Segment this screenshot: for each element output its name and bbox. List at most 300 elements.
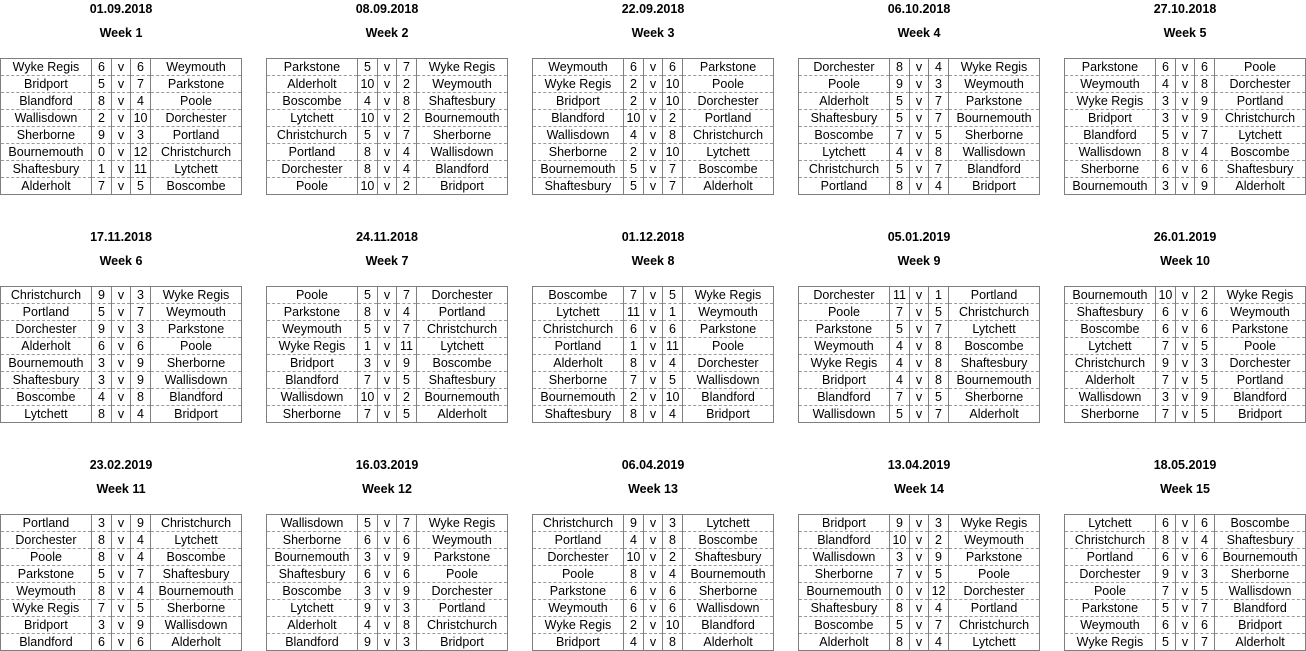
home-score: 3 — [357, 583, 377, 600]
away-team: Wallisdown — [1215, 583, 1306, 600]
versus: v — [1175, 617, 1194, 634]
home-score: 2 — [91, 110, 111, 127]
match-row — [1, 321, 242, 338]
away-team: Boscombe — [151, 178, 242, 195]
away-score: 4 — [1194, 144, 1214, 161]
match-row — [799, 59, 1040, 76]
home-score: 5 — [91, 304, 111, 321]
match-row — [799, 617, 1040, 634]
away-score: 7 — [396, 59, 416, 76]
home-team: Alderholt — [533, 355, 624, 372]
away-team: Bournemouth — [683, 566, 774, 583]
home-team: Parkstone — [267, 59, 358, 76]
home-score: 4 — [889, 144, 909, 161]
versus: v — [1175, 549, 1194, 566]
home-team: Christchurch — [1, 287, 92, 304]
home-team: Lytchett — [267, 110, 358, 127]
away-team: Bournemouth — [417, 110, 508, 127]
away-score: 5 — [928, 127, 948, 144]
versus: v — [643, 515, 662, 532]
match-row — [533, 321, 774, 338]
home-score: 5 — [357, 321, 377, 338]
versus: v — [643, 566, 662, 583]
home-score: 6 — [623, 600, 643, 617]
fixtures-table — [0, 514, 242, 651]
versus: v — [1175, 127, 1194, 144]
away-score: 2 — [396, 178, 416, 195]
home-team: Weymouth — [1, 583, 92, 600]
away-team: Wyke Regis — [1215, 287, 1306, 304]
match-row — [799, 583, 1040, 600]
versus: v — [1175, 59, 1194, 76]
home-team: Weymouth — [1065, 617, 1156, 634]
versus: v — [1175, 161, 1194, 178]
week-label: Week 6 — [99, 254, 143, 268]
home-score: 6 — [1155, 161, 1175, 178]
away-score: 9 — [1194, 93, 1214, 110]
match-row — [533, 76, 774, 93]
versus: v — [377, 372, 396, 389]
match-row — [533, 355, 774, 372]
match-row — [267, 321, 508, 338]
home-team: Lytchett — [1, 406, 92, 423]
home-score: 5 — [889, 110, 909, 127]
match-row — [799, 287, 1040, 304]
week-date: 08.09.2018 — [355, 2, 419, 16]
versus: v — [377, 338, 396, 355]
versus: v — [909, 304, 928, 321]
home-score: 10 — [357, 76, 377, 93]
away-team: Dorchester — [683, 355, 774, 372]
away-score: 9 — [1194, 110, 1214, 127]
match-row — [533, 583, 774, 600]
versus: v — [909, 634, 928, 651]
match-row — [1, 304, 242, 321]
away-team: Shaftesbury — [683, 549, 774, 566]
away-team: Lytchett — [151, 532, 242, 549]
match-row — [799, 566, 1040, 583]
away-score: 12 — [928, 583, 948, 600]
week-date: 05.01.2019 — [887, 230, 951, 244]
home-team: Boscombe — [1065, 321, 1156, 338]
home-score: 6 — [357, 532, 377, 549]
match-row — [799, 144, 1040, 161]
versus: v — [1175, 532, 1194, 549]
away-score: 4 — [396, 144, 416, 161]
away-team: Portland — [151, 127, 242, 144]
match-row — [1065, 287, 1306, 304]
match-row — [533, 93, 774, 110]
home-score: 7 — [889, 566, 909, 583]
away-score: 3 — [1194, 355, 1214, 372]
home-score: 7 — [623, 372, 643, 389]
away-score: 9 — [130, 355, 150, 372]
home-team: Sherborne — [1065, 161, 1156, 178]
away-team: Christchurch — [683, 127, 774, 144]
match-row — [267, 583, 508, 600]
home-score: 6 — [91, 338, 111, 355]
match-row — [1, 144, 242, 161]
home-team: Bridport — [267, 355, 358, 372]
home-team: Lytchett — [1065, 338, 1156, 355]
home-score: 9 — [889, 515, 909, 532]
home-score: 9 — [91, 321, 111, 338]
away-score: 5 — [130, 178, 150, 195]
match-row — [799, 321, 1040, 338]
fixtures-table — [266, 514, 508, 651]
home-team: Dorchester — [533, 549, 624, 566]
week-date: 26.01.2019 — [1153, 230, 1217, 244]
week-date: 18.05.2019 — [1153, 458, 1217, 472]
home-score: 8 — [623, 406, 643, 423]
home-score: 9 — [1155, 355, 1175, 372]
match-row — [1, 617, 242, 634]
home-team: Wyke Regis — [1065, 634, 1156, 651]
versus: v — [643, 144, 662, 161]
versus: v — [909, 76, 928, 93]
versus: v — [111, 178, 130, 195]
away-score: 6 — [1194, 617, 1214, 634]
home-score: 3 — [357, 549, 377, 566]
match-row — [799, 532, 1040, 549]
away-team: Wyke Regis — [417, 515, 508, 532]
versus: v — [377, 76, 396, 93]
away-team: Weymouth — [417, 76, 508, 93]
versus: v — [1175, 355, 1194, 372]
versus: v — [1175, 144, 1194, 161]
fixtures-table — [532, 514, 774, 651]
away-team: Shaftesbury — [417, 372, 508, 389]
home-team: Boscombe — [267, 93, 358, 110]
away-score: 5 — [928, 566, 948, 583]
away-score: 4 — [130, 549, 150, 566]
match-row — [533, 532, 774, 549]
home-score: 6 — [1155, 617, 1175, 634]
versus: v — [643, 76, 662, 93]
match-row — [1065, 321, 1306, 338]
away-score: 2 — [662, 110, 682, 127]
away-score: 6 — [662, 583, 682, 600]
versus: v — [643, 110, 662, 127]
home-score: 3 — [91, 355, 111, 372]
home-team: Portland — [267, 144, 358, 161]
versus: v — [909, 583, 928, 600]
away-score: 3 — [130, 321, 150, 338]
versus: v — [377, 515, 396, 532]
away-team: Alderholt — [417, 406, 508, 423]
away-score: 4 — [928, 600, 948, 617]
versus: v — [377, 634, 396, 651]
match-row — [267, 287, 508, 304]
week-label: Week 7 — [365, 254, 409, 268]
home-score: 10 — [1155, 287, 1175, 304]
away-team: Blandford — [1215, 389, 1306, 406]
match-row — [1, 338, 242, 355]
match-row — [267, 93, 508, 110]
versus: v — [909, 287, 928, 304]
away-score: 6 — [396, 566, 416, 583]
versus: v — [377, 144, 396, 161]
away-team: Bridport — [1215, 617, 1306, 634]
home-score: 5 — [623, 178, 643, 195]
home-team: Lytchett — [1065, 515, 1156, 532]
away-score: 8 — [662, 634, 682, 651]
away-score: 7 — [1194, 634, 1214, 651]
away-team: Christchurch — [949, 617, 1040, 634]
away-score: 6 — [1194, 515, 1214, 532]
home-team: Shaftesbury — [267, 566, 358, 583]
versus: v — [377, 617, 396, 634]
home-team: Weymouth — [1065, 76, 1156, 93]
away-team: Dorchester — [1215, 76, 1306, 93]
versus: v — [643, 127, 662, 144]
match-row — [799, 304, 1040, 321]
away-team: Wallisdown — [151, 617, 242, 634]
away-score: 4 — [928, 59, 948, 76]
versus: v — [643, 389, 662, 406]
home-team: Dorchester — [1, 532, 92, 549]
away-team: Blandford — [1215, 600, 1306, 617]
away-team: Poole — [1215, 59, 1306, 76]
match-row — [1065, 161, 1306, 178]
away-score: 10 — [662, 93, 682, 110]
home-team: Wyke Regis — [267, 338, 358, 355]
home-team: Wyke Regis — [533, 617, 624, 634]
away-team: Wallisdown — [683, 600, 774, 617]
home-team: Portland — [1, 304, 92, 321]
away-team: Boscombe — [949, 338, 1040, 355]
match-row — [1, 515, 242, 532]
versus: v — [909, 321, 928, 338]
versus: v — [909, 355, 928, 372]
versus: v — [909, 617, 928, 634]
fixtures-table — [798, 514, 1040, 651]
home-score: 7 — [91, 178, 111, 195]
home-team: Portland — [533, 532, 624, 549]
away-team: Parkstone — [949, 93, 1040, 110]
match-row — [1065, 178, 1306, 195]
home-score: 9 — [91, 127, 111, 144]
away-team: Alderholt — [1215, 634, 1306, 651]
match-row — [533, 110, 774, 127]
away-team: Blandford — [417, 161, 508, 178]
away-score: 11 — [396, 338, 416, 355]
match-row — [1065, 549, 1306, 566]
fixtures-table — [0, 286, 242, 423]
versus: v — [1175, 566, 1194, 583]
home-score: 10 — [357, 389, 377, 406]
away-score: 6 — [396, 532, 416, 549]
away-score: 2 — [928, 532, 948, 549]
away-team: Shaftesbury — [1215, 532, 1306, 549]
away-team: Shaftesbury — [417, 93, 508, 110]
away-score: 4 — [130, 583, 150, 600]
versus: v — [111, 389, 130, 406]
home-team: Wallisdown — [1, 110, 92, 127]
match-row — [1, 600, 242, 617]
home-team: Poole — [267, 178, 358, 195]
away-score: 6 — [662, 600, 682, 617]
home-score: 3 — [1155, 93, 1175, 110]
home-score: 3 — [1155, 178, 1175, 195]
week-date: 17.11.2018 — [90, 230, 152, 244]
home-score: 7 — [357, 406, 377, 423]
away-score: 7 — [928, 161, 948, 178]
home-team: Boscombe — [799, 617, 890, 634]
away-team: Parkstone — [151, 321, 242, 338]
away-score: 4 — [130, 406, 150, 423]
versus: v — [377, 549, 396, 566]
match-row — [533, 287, 774, 304]
versus: v — [1175, 110, 1194, 127]
away-team: Wallisdown — [151, 372, 242, 389]
week-label: Week 11 — [96, 482, 146, 496]
home-team: Bournemouth — [533, 161, 624, 178]
home-team: Parkstone — [1065, 59, 1156, 76]
week-date: 06.10.2018 — [887, 2, 951, 16]
away-score: 2 — [396, 389, 416, 406]
away-team: Alderholt — [683, 634, 774, 651]
fixtures-table — [1064, 514, 1306, 651]
versus: v — [909, 372, 928, 389]
fixtures-table — [798, 286, 1040, 423]
away-team: Dorchester — [949, 583, 1040, 600]
away-team: Shaftesbury — [949, 355, 1040, 372]
versus: v — [909, 566, 928, 583]
away-score: 2 — [1194, 287, 1214, 304]
versus: v — [377, 321, 396, 338]
away-team: Parkstone — [949, 549, 1040, 566]
home-score: 10 — [357, 110, 377, 127]
versus: v — [377, 161, 396, 178]
away-score: 9 — [1194, 389, 1214, 406]
versus: v — [909, 93, 928, 110]
away-score: 6 — [130, 634, 150, 651]
home-team: Wallisdown — [533, 127, 624, 144]
away-score: 1 — [928, 287, 948, 304]
match-row — [1065, 617, 1306, 634]
match-row — [1, 287, 242, 304]
away-team: Wyke Regis — [683, 287, 774, 304]
home-team: Poole — [799, 76, 890, 93]
away-score: 9 — [396, 549, 416, 566]
versus: v — [909, 144, 928, 161]
away-team: Christchurch — [417, 617, 508, 634]
away-score: 6 — [1194, 59, 1214, 76]
home-team: Alderholt — [799, 93, 890, 110]
versus: v — [909, 178, 928, 195]
away-score: 3 — [396, 600, 416, 617]
match-row — [1065, 59, 1306, 76]
week-label: Week 5 — [1163, 26, 1207, 40]
home-team: Weymouth — [267, 321, 358, 338]
home-score: 9 — [357, 634, 377, 651]
match-row — [799, 515, 1040, 532]
away-team: Wallisdown — [417, 144, 508, 161]
home-team: Boscombe — [533, 287, 624, 304]
away-score: 5 — [1194, 372, 1214, 389]
home-team: Bournemouth — [1, 355, 92, 372]
home-score: 8 — [889, 59, 909, 76]
away-score: 7 — [928, 321, 948, 338]
versus: v — [1175, 321, 1194, 338]
away-score: 7 — [130, 76, 150, 93]
home-score: 7 — [889, 127, 909, 144]
home-score: 11 — [623, 304, 643, 321]
fixtures-table — [0, 58, 242, 195]
match-row — [533, 127, 774, 144]
home-team: Boscombe — [1, 389, 92, 406]
versus: v — [111, 287, 130, 304]
versus: v — [111, 355, 130, 372]
home-team: Alderholt — [1, 338, 92, 355]
home-team: Bournemouth — [267, 549, 358, 566]
away-score: 9 — [130, 372, 150, 389]
home-score: 5 — [357, 515, 377, 532]
away-team: Bournemouth — [949, 110, 1040, 127]
away-team: Lytchett — [683, 515, 774, 532]
home-score: 9 — [1155, 566, 1175, 583]
away-team: Christchurch — [1215, 110, 1306, 127]
week-label: Week 2 — [365, 26, 409, 40]
fixtures-table — [532, 286, 774, 423]
match-row — [1065, 144, 1306, 161]
away-team: Christchurch — [417, 321, 508, 338]
away-team: Boscombe — [1215, 515, 1306, 532]
match-row — [267, 617, 508, 634]
away-team: Bridport — [417, 634, 508, 651]
away-score: 9 — [1194, 178, 1214, 195]
match-row — [533, 304, 774, 321]
match-row — [1065, 127, 1306, 144]
home-team: Sherborne — [799, 566, 890, 583]
match-row — [799, 355, 1040, 372]
away-team: Weymouth — [949, 532, 1040, 549]
home-team: Shaftesbury — [1, 161, 92, 178]
away-team: Sherborne — [417, 127, 508, 144]
away-team: Weymouth — [949, 76, 1040, 93]
match-row — [1065, 406, 1306, 423]
away-team: Wyke Regis — [949, 59, 1040, 76]
away-team: Shaftesbury — [1215, 161, 1306, 178]
home-team: Alderholt — [1065, 372, 1156, 389]
home-team: Wyke Regis — [799, 355, 890, 372]
away-score: 4 — [396, 304, 416, 321]
away-score: 7 — [396, 287, 416, 304]
away-team: Boscombe — [417, 355, 508, 372]
match-row — [799, 76, 1040, 93]
away-score: 3 — [130, 287, 150, 304]
week-label: Week 14 — [894, 482, 944, 496]
match-row — [267, 549, 508, 566]
match-row — [1, 127, 242, 144]
versus: v — [909, 338, 928, 355]
home-team: Poole — [533, 566, 624, 583]
away-score: 3 — [928, 515, 948, 532]
away-team: Dorchester — [1215, 355, 1306, 372]
away-score: 9 — [396, 355, 416, 372]
away-team: Dorchester — [151, 110, 242, 127]
home-score: 2 — [623, 93, 643, 110]
home-team: Alderholt — [267, 76, 358, 93]
match-row — [267, 76, 508, 93]
home-score: 2 — [623, 144, 643, 161]
away-team: Lytchett — [949, 634, 1040, 651]
home-score: 8 — [357, 161, 377, 178]
week-date: 06.04.2019 — [621, 458, 685, 472]
away-score: 10 — [662, 76, 682, 93]
versus: v — [111, 304, 130, 321]
